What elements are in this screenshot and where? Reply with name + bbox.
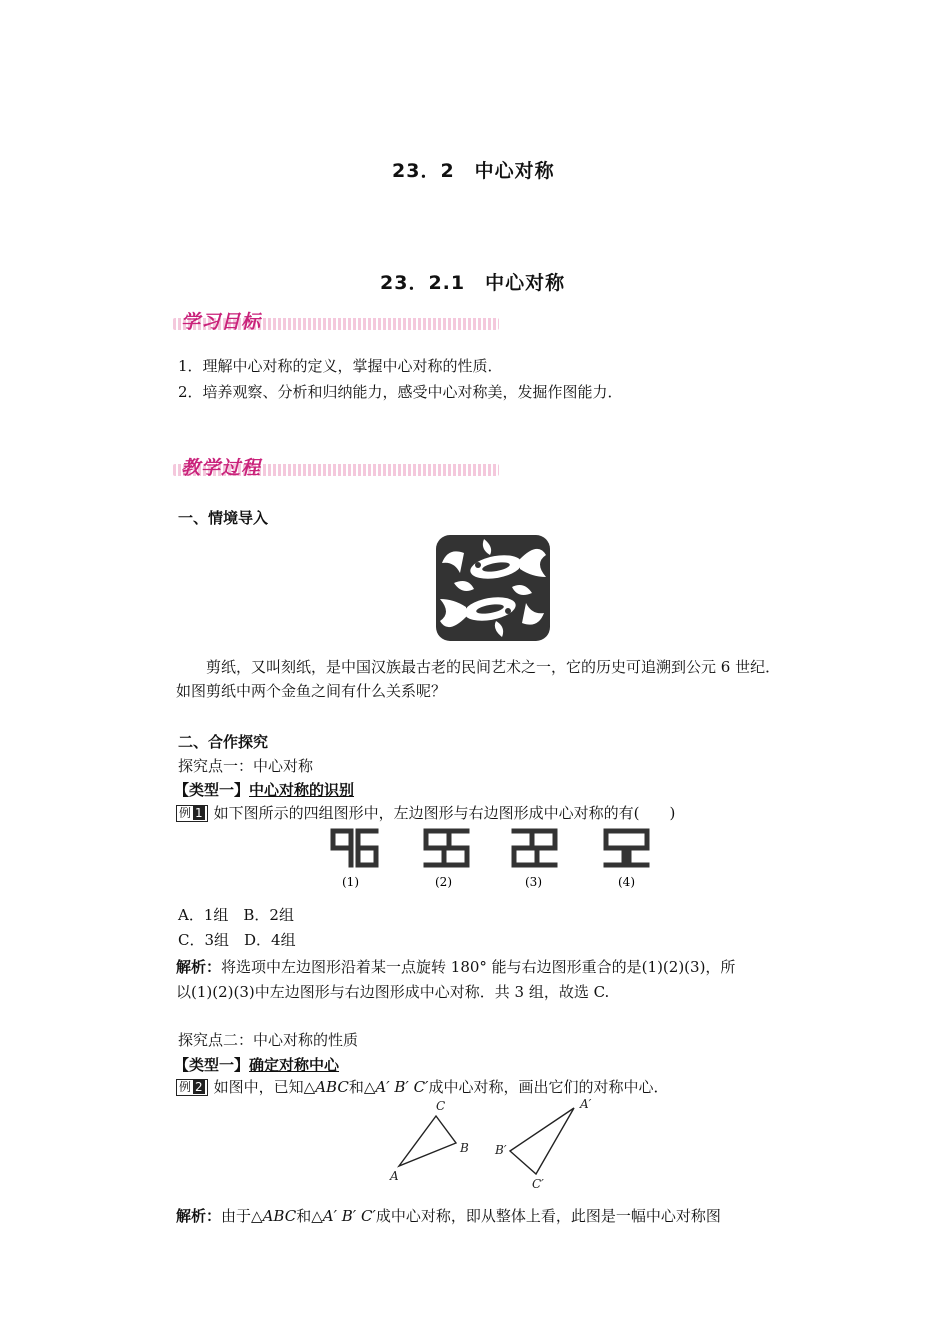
digit-pairs-figure <box>326 824 666 894</box>
intro-line-1: 剪纸，又叫刻纸，是中国汉族最古老的民间艺术之一，它的历史可追溯到公元 6 世纪． <box>206 658 781 676</box>
goals-banner <box>173 309 499 335</box>
page-title: 23．2 中心对称 <box>392 160 555 182</box>
type-topic: 中心对称的识别 <box>249 781 355 799</box>
type-bracket: 【类型一】 <box>174 781 250 799</box>
type-bracket: 【类型一】 <box>174 1056 250 1074</box>
analysis-label: 解析： <box>176 958 222 976</box>
banner-label: 学习目标 <box>181 311 262 333</box>
vertex-a: A <box>390 1169 399 1183</box>
type-1-heading <box>174 778 354 803</box>
example-1-text: 如下图所示的四组图形中，左边图形与右边图形成中心对称的有( ) <box>213 804 676 822</box>
analysis-label: 解析： <box>176 1207 222 1225</box>
analysis-1-line-1 <box>176 955 735 980</box>
intro-line-2: 如图剪纸中两个金鱼之间有什么关系呢？ <box>176 682 447 700</box>
section-title: 23．2.1 中心对称 <box>380 272 566 294</box>
fig-label-3: (3) <box>525 875 542 889</box>
vertex-a-prime: A′ <box>580 1097 592 1111</box>
heading-explore: 二、合作探究 <box>178 733 269 751</box>
analysis-1-text: 将选项中左边图形沿着某一点旋转 180° 能与右边图形重合的是(1)(2)(3)，所 <box>221 958 736 976</box>
analysis-2-line-1: 解析：由于△ABC和△A′ B′ C′成中心对称，即从整体上看，此图是一幅中心对称图 <box>176 1207 721 1225</box>
type-topic: 确定对称中心 <box>249 1056 340 1074</box>
fig-label-4: (4) <box>618 875 635 889</box>
explore-point-2: 探究点二：中心对称的性质 <box>178 1031 359 1049</box>
options-ab: A．1组 B．2组 <box>178 906 294 924</box>
options-cd: C．3组 D．4组 <box>178 931 296 949</box>
example-badge: 例 2 <box>176 1079 208 1096</box>
fig-label-1: (1) <box>342 875 359 889</box>
explore-point-1: 探究点一：中心对称 <box>178 757 314 775</box>
triangle-abc <box>399 1116 456 1166</box>
analysis-1-line-2: 以(1)(2)(3)中左边图形与右边图形成中心对称．共 3 组，故选 C. <box>176 983 610 1001</box>
triangle-a2b2c2 <box>510 1108 574 1174</box>
triangles-figure <box>384 1096 604 1191</box>
vertex-c: C <box>436 1099 446 1113</box>
vertex-b-prime: B′ <box>495 1143 507 1157</box>
example-badge: 例 1 <box>176 805 208 822</box>
heading-intro: 一、情境导入 <box>178 509 269 527</box>
example-2: 例 2 如图中，已知△ABC和△A′ B′ C′成中心对称，画出它们的对称中心． <box>176 1075 668 1100</box>
banner-label: 教学过程 <box>181 457 262 479</box>
process-banner <box>173 455 499 481</box>
goal-1: 1．理解中心对称的定义，掌握中心对称的性质． <box>178 357 503 375</box>
example-1 <box>176 801 675 826</box>
goal-2: 2．培养观察、分析和归纳能力，感受中心对称美，发掘作图能力． <box>178 383 623 401</box>
vertex-c-prime: C′ <box>532 1177 544 1191</box>
paper-cut-goldfish-image <box>434 533 552 643</box>
vertex-b: B <box>460 1141 469 1155</box>
fig-label-2: (2) <box>435 875 452 889</box>
